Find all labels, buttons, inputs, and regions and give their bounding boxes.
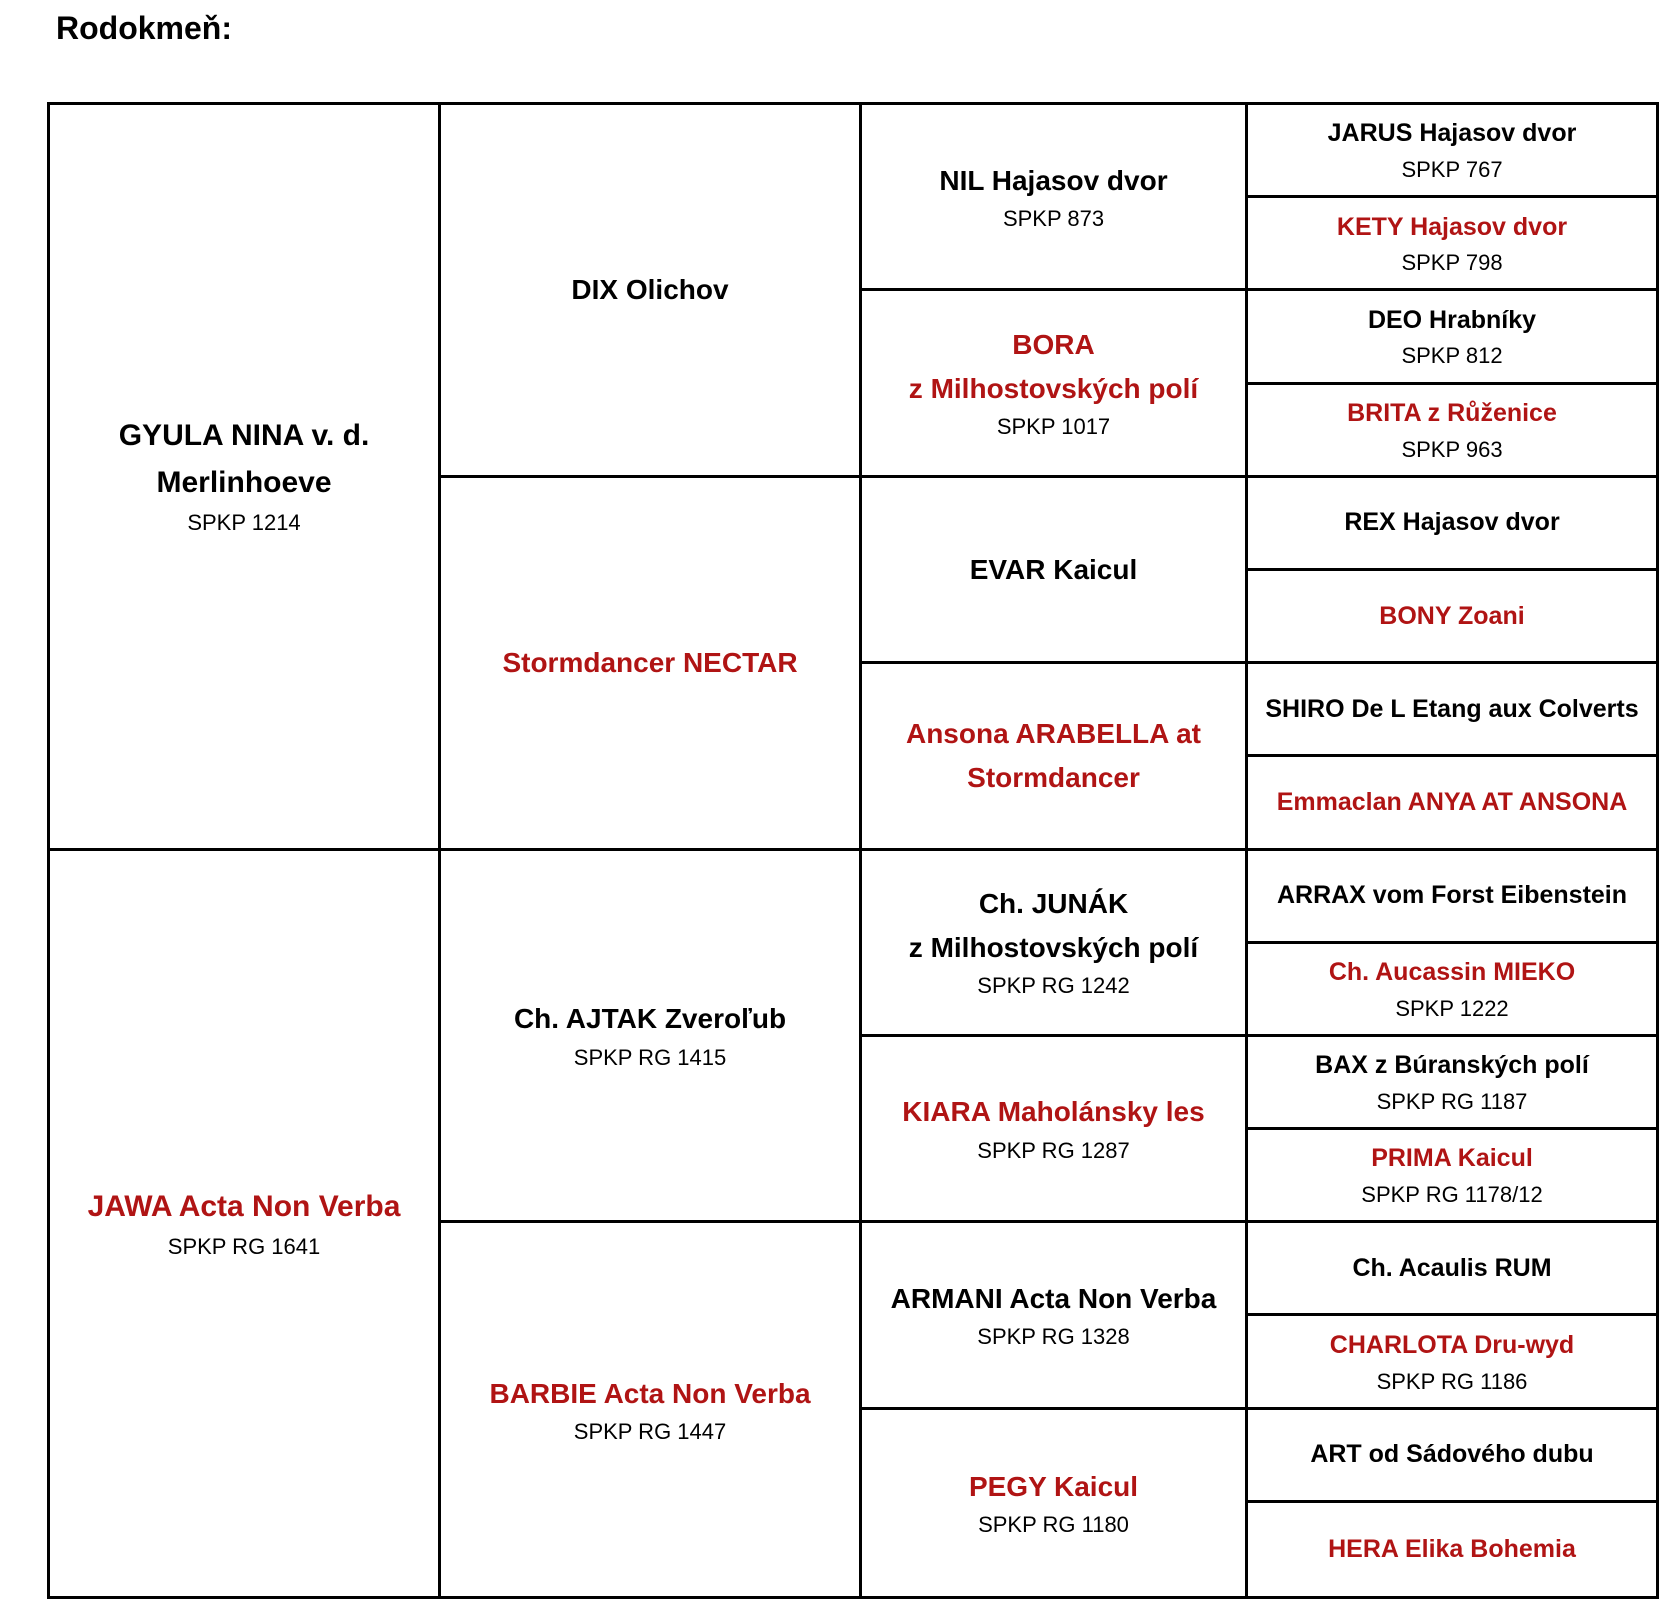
ggg-name: BRITA z Růženice xyxy=(1347,398,1557,427)
ggg-name: ART od Sádového dubu xyxy=(1310,1440,1594,1469)
ggg-name: ARRAX vom Forst Eibenstein xyxy=(1276,881,1628,910)
ggg-name: DEO Hrabníky xyxy=(1367,305,1537,334)
ggg-name: REX Hajasov dvor xyxy=(1344,508,1560,537)
grandparent-cell xyxy=(441,478,862,851)
ggg-reg: SPKP 812 xyxy=(1401,343,1503,369)
ggg-name: Ch. Acaulis RUM xyxy=(1352,1253,1552,1282)
page-title: Rodokmeň: xyxy=(56,10,232,46)
ggg-reg: SPKP RG 1186 xyxy=(1376,1368,1528,1394)
ggg-name: KETY Hajasov dvor xyxy=(1336,212,1568,241)
ggg-cell xyxy=(1248,1130,1656,1223)
great-grandparent-name: KIARA Maholánsky les xyxy=(902,1096,1205,1128)
great-grandparent-reg: SPKP RG 1242 xyxy=(977,973,1130,999)
ggg-reg: SPKP 798 xyxy=(1401,250,1503,276)
ggg-cell xyxy=(1248,571,1656,664)
grandparent-cell xyxy=(441,105,862,478)
ggg-cell xyxy=(1248,385,1656,478)
ggg-name: SHIRO De L Etang aux Colverts xyxy=(1265,694,1639,723)
great-grandparent-name: PEGY Kaicul xyxy=(968,1470,1139,1502)
great-grandparent-name-line2: z Milhostovských polí xyxy=(908,931,1199,963)
ggg-name: BAX z Búranských polí xyxy=(1315,1051,1589,1080)
great-grandparent-cell xyxy=(862,1037,1248,1223)
ggg-name: BONY Zoani xyxy=(1379,601,1525,630)
ggg-reg: SPKP 963 xyxy=(1401,436,1503,462)
great-grandparent-cell xyxy=(862,1223,1248,1409)
ggg-cell xyxy=(1248,944,1656,1037)
great-grandparent-name: ARMANI Acta Non Verba xyxy=(890,1282,1217,1314)
grandparent-name: Ch. AJTAK Zveroľub xyxy=(513,1003,787,1035)
ggg-cell xyxy=(1248,291,1656,384)
ggg-name: CHARLOTA Dru-wyd xyxy=(1329,1330,1575,1359)
great-grandparent-name-line2: Stormdancer xyxy=(967,761,1140,793)
ggg-cell xyxy=(1248,1037,1656,1130)
ggg-name: HERA Elika Bohemia xyxy=(1328,1535,1576,1564)
ggg-cell xyxy=(1248,1503,1656,1596)
great-grandparent-name: EVAR Kaicul xyxy=(969,553,1138,585)
ggg-reg: SPKP RG 1178/12 xyxy=(1361,1182,1543,1208)
ggg-cell xyxy=(1248,757,1656,850)
great-grandparent-cell xyxy=(862,1410,1248,1596)
grandparent-cell xyxy=(441,1223,862,1596)
great-grandparent-name: NIL Hajasov dvor xyxy=(939,164,1168,196)
great-grandparent-name: Ansona ARABELLA at xyxy=(905,718,1202,750)
great-grandparent-cell xyxy=(862,105,1248,291)
grandparent-name: DIX Olichov xyxy=(571,274,729,306)
ggg-name: Ch. Aucassin MIEKO xyxy=(1328,958,1576,986)
ggg-cell xyxy=(1248,1410,1656,1503)
grandparent-reg: SPKP RG 1447 xyxy=(573,1418,727,1444)
great-grandparent-reg: SPKP 873 xyxy=(1002,205,1105,231)
ggg-reg: SPKP 767 xyxy=(1401,157,1503,183)
parent-sire-reg: SPKP 1214 xyxy=(187,510,301,536)
great-grandparent-reg: SPKP RG 1287 xyxy=(977,1137,1130,1163)
ggg-cell xyxy=(1248,1316,1656,1409)
ggg-cell xyxy=(1248,198,1656,291)
ggg-name: PRIMA Kaicul xyxy=(1371,1144,1533,1173)
pedigree-table xyxy=(47,102,1659,1599)
great-grandparent-cell xyxy=(862,664,1248,850)
ggg-cell xyxy=(1248,1223,1656,1316)
great-grandparent-reg: SPKP 1017 xyxy=(996,414,1111,440)
parent-dam-cell xyxy=(50,851,441,1597)
ggg-cell xyxy=(1248,478,1656,571)
ggg-reg: SPKP 1222 xyxy=(1395,995,1509,1021)
ggg-name: JARUS Hajasov dvor xyxy=(1327,119,1577,148)
great-grandparent-name: BORA xyxy=(1012,329,1095,361)
ggg-cell xyxy=(1248,664,1656,757)
great-grandparent-reg: SPKP RG 1180 xyxy=(978,1512,1129,1538)
ggg-reg: SPKP RG 1187 xyxy=(1376,1088,1528,1114)
parent-sire-name: GYULA NINA v. d. Merlinhoeve xyxy=(118,419,370,499)
parent-dam-reg: SPKP RG 1641 xyxy=(167,1234,321,1260)
great-grandparent-name: Ch. JUNÁK xyxy=(978,888,1129,920)
ggg-cell xyxy=(1248,851,1656,944)
great-grandparent-reg: SPKP RG 1328 xyxy=(977,1324,1130,1350)
great-grandparent-name-line2: z Milhostovských polí xyxy=(908,372,1199,404)
great-grandparent-cell xyxy=(862,851,1248,1037)
parent-sire-cell xyxy=(50,105,441,851)
grandparent-name: Stormdancer NECTAR xyxy=(502,646,798,678)
great-grandparent-cell xyxy=(862,478,1248,664)
grandparent-name: BARBIE Acta Non Verba xyxy=(489,1377,811,1409)
grandparent-cell xyxy=(441,851,862,1224)
grandparent-reg: SPKP RG 1415 xyxy=(573,1044,727,1070)
ggg-name: Emmaclan ANYA AT ANSONA xyxy=(1276,788,1628,817)
parent-dam-name: JAWA Acta Non Verba xyxy=(87,1189,401,1223)
great-grandparent-cell xyxy=(862,291,1248,477)
ggg-cell xyxy=(1248,105,1656,198)
